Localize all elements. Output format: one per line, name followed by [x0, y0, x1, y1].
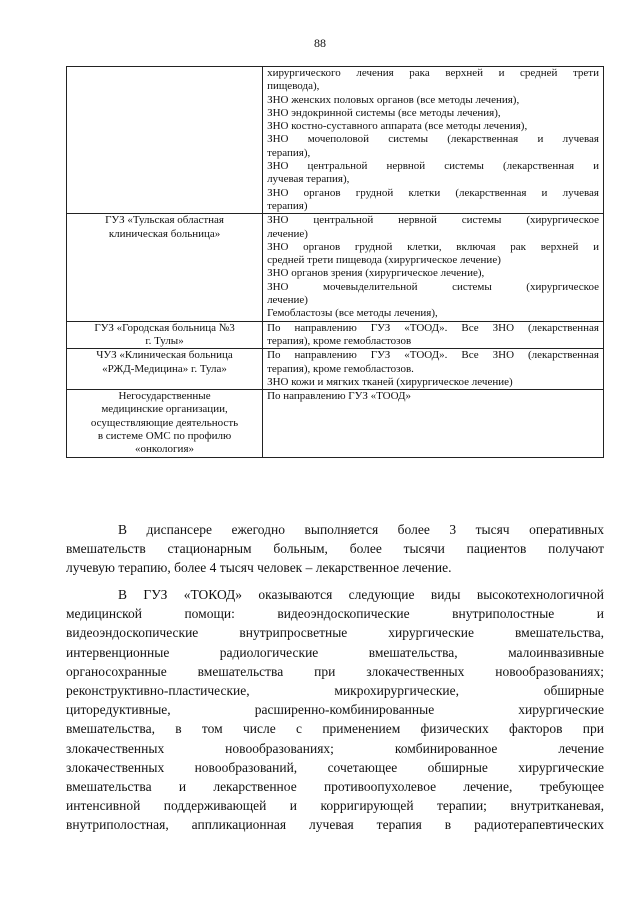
- organizations-table: [66, 66, 604, 458]
- paragraph-line: медицинской помощи: видеоэндоскопические внутриполостные и: [66, 606, 604, 622]
- treatment-profile-line: Гемобластозы (все методы лечения),: [267, 307, 438, 320]
- table-row: [67, 349, 604, 390]
- paragraph-high-tech-care: [66, 585, 604, 835]
- paragraph-line: интенсивной поддерживающей и корригирующей терапии; внутритканевая,: [66, 798, 604, 814]
- organization-name-line: медицинские организации,: [101, 403, 228, 416]
- table-row: [67, 67, 604, 214]
- organization-name-line: ГУЗ «Тульская областная: [105, 214, 224, 227]
- treatment-profile-cell: [263, 67, 604, 214]
- treatment-profile-line: терапия), кроме гемобластозов.: [267, 362, 414, 375]
- organization-cell: [67, 349, 263, 390]
- treatment-profile-line: ЗНО органов грудной клетки (лекарственная и лучевая: [267, 186, 599, 199]
- paragraph-line: злокачественных новообразований, сочетающее обширные хирургические: [66, 759, 604, 775]
- table-row: [67, 321, 604, 349]
- paragraph-line: лучевую терапию, более 4 тысяч человек – лекарственное лечение.: [66, 560, 452, 576]
- organization-name-line: ЧУЗ «Клиническая больница: [96, 349, 233, 362]
- treatment-profile-cell: [263, 349, 604, 390]
- treatment-profile-line: пищевода),: [267, 80, 320, 93]
- treatment-profile-line: ЗНО органов грудной клетки, включая рак верхней и: [267, 240, 599, 253]
- paragraph-line: органосохранные вмешательства при злокачественных новообразованиях;: [66, 663, 604, 679]
- treatment-profile-line: По направлению ГУЗ «ТООД»: [267, 390, 411, 403]
- paragraph-line: вмешательства, в том числе с применением физических факторов при: [66, 721, 604, 737]
- organization-name-line: Негосударственные: [118, 390, 211, 403]
- paragraph-dispensary-stats: [66, 520, 604, 578]
- treatment-profile-line: ЗНО центральной нервной системы (лекарственная и: [267, 160, 599, 173]
- organization-name-line: клиническая больница»: [108, 227, 221, 240]
- treatment-profile-cell: [263, 214, 604, 321]
- paragraph-line: вмешательств стационарным больным, более тысячи пациентов получают: [66, 541, 604, 557]
- treatment-profile-line: По направлению ГУЗ «ТООД». Все ЗНО (лекарственная: [267, 349, 599, 362]
- organization-name-line: г. Тулы»: [145, 334, 184, 347]
- treatment-profile-line: лечение): [267, 227, 308, 240]
- paragraph-line: циторедуктивные, расширенно-комбинированные хирургические: [66, 702, 604, 718]
- paragraph-line: видеоэндоскопические внутрипросветные хирургические вмешательства,: [66, 625, 604, 641]
- treatment-profile-cell: [263, 321, 604, 349]
- treatment-profile-line: ЗНО органов зрения (хирургическое лечение),: [267, 267, 485, 280]
- treatment-profile-line: лучевая терапия),: [267, 173, 350, 186]
- table-row: [67, 390, 604, 457]
- treatment-profile-line: ЗНО костно-суставного аппарата (все методы лечения),: [267, 120, 528, 133]
- treatment-profile-cell: [263, 390, 604, 457]
- treatment-profile-line: терапия), кроме гемобластозов: [267, 334, 412, 347]
- treatment-profile-line: терапия): [267, 199, 308, 212]
- page-number: 88: [314, 36, 326, 50]
- treatment-profile-line: ЗНО мочеполовой системы (лекарственная и лучевая: [267, 133, 599, 146]
- paragraph-line: злокачественных новообразованиях; комбинированное лечение: [66, 740, 604, 756]
- treatment-profile-line: лечение): [267, 294, 308, 307]
- paragraph-line: В ГУЗ «ТОКОД» оказываются следующие виды высокотехнологичной: [118, 587, 604, 602]
- treatment-profile-line: ЗНО женских половых органов (все методы лечения),: [267, 93, 520, 106]
- paragraph-line: вмешательства и лекарственное противоопухолевое лечение, требующее: [66, 779, 604, 795]
- table-row: [67, 214, 604, 321]
- organization-cell: [67, 214, 263, 321]
- treatment-profile-line: средней трети пищевода (хирургическое лечение): [267, 254, 501, 267]
- organization-cell: [67, 67, 263, 214]
- paragraph-line: внутриполостная, аппликационная лучевая терапия в радиотерапевтических: [66, 817, 604, 833]
- organization-cell: [67, 321, 263, 349]
- treatment-profile-line: ЗНО мочевыделительной системы (хирургическое: [267, 280, 599, 293]
- paragraph-line: реконструктивно-пластические, микрохирургические, обширные: [66, 683, 604, 699]
- paragraph-line: В диспансере ежегодно выполняется более 3 тысяч оперативных: [118, 522, 604, 537]
- organization-name-line: «РЖД-Медицина» г. Тула»: [102, 362, 227, 375]
- treatment-profile-line: ЗНО эндокринной системы (все методы лечения),: [267, 106, 501, 119]
- organization-name-line: в системе ОМС по профилю: [97, 430, 232, 443]
- treatment-profile-line: По направлению ГУЗ «ТООД». Все ЗНО (лекарственная: [267, 321, 599, 334]
- organization-name-line: осуществляющие деятельность: [90, 416, 239, 429]
- organization-name-line: «онкология»: [135, 443, 195, 456]
- treatment-profile-line: ЗНО центральной нервной системы (хирургическое: [267, 214, 599, 227]
- organization-name-line: ГУЗ «Городская больница №3: [94, 321, 235, 334]
- treatment-profile-line: ЗНО кожи и мягких тканей (хирургическое лечение): [267, 375, 513, 388]
- organization-cell: [67, 390, 263, 457]
- paragraph-line: интервенционные радиологические вмешательства, малоинвазивные: [66, 644, 604, 660]
- treatment-profile-line: хирургического лечения рака верхней и средней трети: [267, 67, 599, 79]
- treatment-profile-line: терапия),: [267, 146, 311, 159]
